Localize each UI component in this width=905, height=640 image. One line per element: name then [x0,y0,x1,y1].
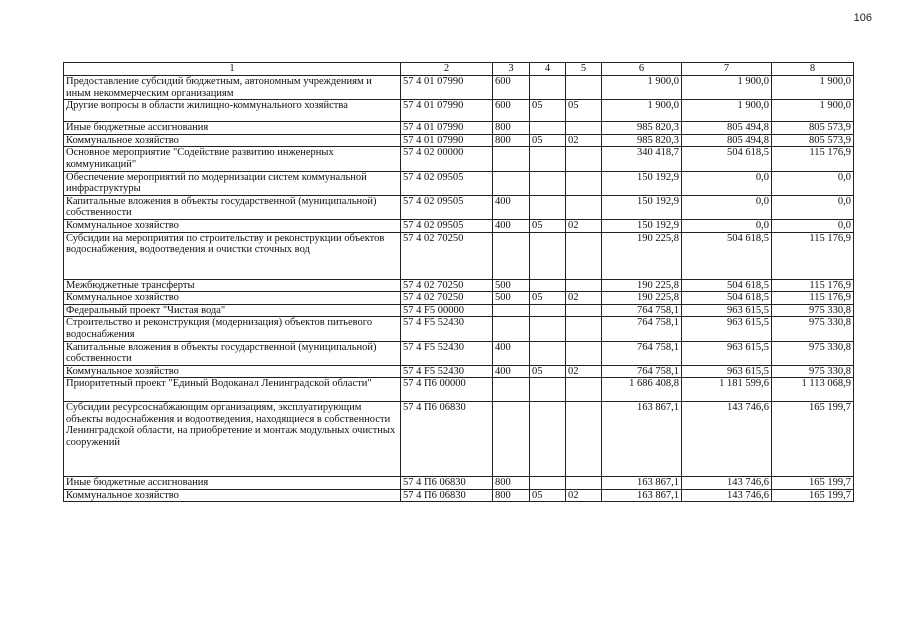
row-section: 05 [530,489,566,502]
table-row [64,477,854,490]
row-name: Межбюджетные трансферты [64,279,401,292]
row-expense-type: 800 [493,134,530,147]
row-name: Капитальные вложения в объекты государственной (муниципальной) собственности [64,341,401,365]
table-row [64,317,854,341]
row-value-col7: 0,0 [682,219,772,232]
row-value-col7: 805 494,8 [682,122,772,135]
row-value-col8: 805 573,9 [772,122,854,135]
row-expense-type [493,317,530,341]
row-code: 57 4 П6 06830 [401,489,493,502]
table-row [64,147,854,171]
row-value-col6: 764 758,1 [602,304,682,317]
row-expense-type: 500 [493,279,530,292]
row-value-col6: 764 758,1 [602,341,682,365]
row-value-col8: 0,0 [772,171,854,195]
row-expense-type: 400 [493,365,530,378]
row-name: Обеспечение мероприятий по модернизации систем коммунальной инфраструктуры [64,171,401,195]
row-name: Приоритетный проект "Единый Водоканал Ленинградской области" [64,378,401,402]
row-value-col7: 504 618,5 [682,292,772,305]
table-row [64,292,854,305]
row-code: 57 4 П6 06830 [401,402,493,477]
row-section: 05 [530,365,566,378]
row-section [530,402,566,477]
table-row [64,489,854,502]
row-section: 05 [530,219,566,232]
row-subsection [566,122,602,135]
table-row [64,134,854,147]
row-expense-type: 800 [493,477,530,490]
row-name: Иные бюджетные ассигнования [64,477,401,490]
row-value-col6: 1 900,0 [602,76,682,100]
row-code: 57 4 01 07990 [401,76,493,100]
row-value-col6: 1 686 408,8 [602,378,682,402]
row-section [530,147,566,171]
row-section [530,195,566,219]
row-subsection [566,341,602,365]
row-subsection [566,304,602,317]
row-code: 57 4 02 09505 [401,219,493,232]
row-subsection [566,76,602,100]
row-section [530,378,566,402]
row-section [530,304,566,317]
row-code: 57 4 01 07990 [401,122,493,135]
row-code: 57 4 02 09505 [401,171,493,195]
table-row [64,304,854,317]
header-cell: 6 [602,63,682,76]
row-subsection: 02 [566,292,602,305]
row-name: Коммунальное хозяйство [64,134,401,147]
row-subsection [566,279,602,292]
row-subsection [566,378,602,402]
row-subsection [566,232,602,279]
table-row [64,402,854,477]
row-value-col8: 165 199,7 [772,477,854,490]
row-value-col6: 985 820,3 [602,134,682,147]
row-value-col7: 504 618,5 [682,232,772,279]
row-subsection [566,147,602,171]
row-value-col6: 150 192,9 [602,171,682,195]
row-value-col7: 963 615,5 [682,365,772,378]
row-value-col7: 1 900,0 [682,76,772,100]
table-row [64,279,854,292]
row-name: Коммунальное хозяйство [64,219,401,232]
row-code: 57 4 02 70250 [401,292,493,305]
row-value-col7: 504 618,5 [682,147,772,171]
row-value-col7: 0,0 [682,171,772,195]
header-cell: 4 [530,63,566,76]
table-row [64,378,854,402]
row-value-col7: 143 746,6 [682,489,772,502]
row-value-col7: 143 746,6 [682,402,772,477]
row-value-col8: 975 330,8 [772,304,854,317]
table-row [64,76,854,100]
row-value-col8: 1 900,0 [772,100,854,122]
row-section: 05 [530,134,566,147]
row-section [530,341,566,365]
row-code: 57 4 02 70250 [401,232,493,279]
row-name: Субсидии ресурсоснабжающим организациям, эксплуатирующим объекты водоснабжения и водоотведения, находящиеся в собственности Ленинградской области, на приобретение и монтаж модульных очистных сооружений [64,402,401,477]
row-code: 57 4 F5 52430 [401,341,493,365]
row-value-col6: 985 820,3 [602,122,682,135]
row-name: Субсидии на мероприятия по строительству и реконструкции объектов водоснабжения, водоотведения и очистки сточных вод [64,232,401,279]
row-value-col7: 963 615,5 [682,317,772,341]
row-subsection: 02 [566,134,602,147]
page-number: 106 [853,12,872,24]
row-value-col6: 150 192,9 [602,195,682,219]
row-value-col7: 963 615,5 [682,304,772,317]
row-value-col6: 150 192,9 [602,219,682,232]
row-expense-type [493,378,530,402]
row-name: Предоставление субсидий бюджетным, автономным учреждениям и иным некоммерческим организациям [64,76,401,100]
row-name: Иные бюджетные ассигнования [64,122,401,135]
row-code: 57 4 F5 52430 [401,365,493,378]
row-code: 57 4 F5 00000 [401,304,493,317]
row-name: Основное мероприятие "Содействие развитию инженерных коммуникаций" [64,147,401,171]
row-name: Коммунальное хозяйство [64,292,401,305]
row-value-col8: 115 176,9 [772,147,854,171]
header-cell: 3 [493,63,530,76]
row-code: 57 4 01 07990 [401,134,493,147]
row-value-col8: 165 199,7 [772,489,854,502]
row-value-col8: 1 900,0 [772,76,854,100]
row-code: 57 4 02 09505 [401,195,493,219]
row-value-col8: 115 176,9 [772,292,854,305]
row-name: Капитальные вложения в объекты государственной (муниципальной) собственности [64,195,401,219]
row-expense-type [493,232,530,279]
row-subsection [566,195,602,219]
header-cell: 2 [401,63,493,76]
row-name: Федеральный проект "Чистая вода" [64,304,401,317]
row-value-col6: 764 758,1 [602,365,682,378]
row-expense-type: 400 [493,341,530,365]
table-row [64,100,854,122]
row-subsection: 05 [566,100,602,122]
row-code: 57 4 02 70250 [401,279,493,292]
row-value-col7: 0,0 [682,195,772,219]
row-expense-type: 500 [493,292,530,305]
row-value-col6: 190 225,8 [602,292,682,305]
table-row [64,122,854,135]
header-cell: 8 [772,63,854,76]
row-expense-type: 400 [493,219,530,232]
budget-table [63,62,854,502]
header-cell: 5 [566,63,602,76]
row-expense-type: 600 [493,76,530,100]
table-row [64,219,854,232]
row-expense-type [493,402,530,477]
row-value-col8: 975 330,8 [772,317,854,341]
row-section [530,171,566,195]
row-value-col8: 975 330,8 [772,341,854,365]
header-cell: 7 [682,63,772,76]
row-name: Другие вопросы в области жилищно-коммунального хозяйства [64,100,401,122]
row-value-col8: 115 176,9 [772,232,854,279]
row-value-col6: 163 867,1 [602,477,682,490]
row-name: Строительство и реконструкция (модернизация) объектов питьевого водоснабжения [64,317,401,341]
table-row [64,232,854,279]
row-subsection: 02 [566,489,602,502]
row-code: 57 4 02 00000 [401,147,493,171]
row-value-col8: 115 176,9 [772,279,854,292]
row-value-col7: 1 181 599,6 [682,378,772,402]
row-code: 57 4 F5 52430 [401,317,493,341]
row-section [530,279,566,292]
table-row [64,365,854,378]
row-section [530,232,566,279]
row-section [530,122,566,135]
row-subsection [566,171,602,195]
table-row [64,341,854,365]
table-body [64,76,854,502]
table-row [64,195,854,219]
row-section [530,477,566,490]
row-value-col6: 764 758,1 [602,317,682,341]
row-value-col6: 1 900,0 [602,100,682,122]
header-cell: 1 [64,63,401,76]
row-section: 05 [530,100,566,122]
row-name: Коммунальное хозяйство [64,365,401,378]
row-value-col8: 0,0 [772,219,854,232]
row-expense-type [493,171,530,195]
row-section [530,76,566,100]
row-value-col8: 0,0 [772,195,854,219]
row-value-col7: 143 746,6 [682,477,772,490]
row-subsection [566,402,602,477]
row-value-col8: 1 113 068,9 [772,378,854,402]
row-value-col8: 975 330,8 [772,365,854,378]
row-code: 57 4 01 07990 [401,100,493,122]
row-value-col7: 963 615,5 [682,341,772,365]
row-value-col6: 163 867,1 [602,402,682,477]
row-value-col6: 190 225,8 [602,279,682,292]
row-expense-type: 800 [493,122,530,135]
row-expense-type: 400 [493,195,530,219]
row-name: Коммунальное хозяйство [64,489,401,502]
row-section [530,317,566,341]
row-section: 05 [530,292,566,305]
row-subsection [566,317,602,341]
row-value-col6: 340 418,7 [602,147,682,171]
row-value-col6: 163 867,1 [602,489,682,502]
row-value-col6: 190 225,8 [602,232,682,279]
row-value-col7: 504 618,5 [682,279,772,292]
row-value-col8: 805 573,9 [772,134,854,147]
table-row [64,171,854,195]
row-subsection: 02 [566,365,602,378]
row-subsection: 02 [566,219,602,232]
row-expense-type: 800 [493,489,530,502]
row-code: 57 4 П6 06830 [401,477,493,490]
header-row [64,63,854,76]
row-expense-type: 600 [493,100,530,122]
row-value-col8: 165 199,7 [772,402,854,477]
row-code: 57 4 П6 00000 [401,378,493,402]
row-expense-type [493,304,530,317]
row-value-col7: 805 494,8 [682,134,772,147]
row-value-col7: 1 900,0 [682,100,772,122]
row-expense-type [493,147,530,171]
row-subsection [566,477,602,490]
